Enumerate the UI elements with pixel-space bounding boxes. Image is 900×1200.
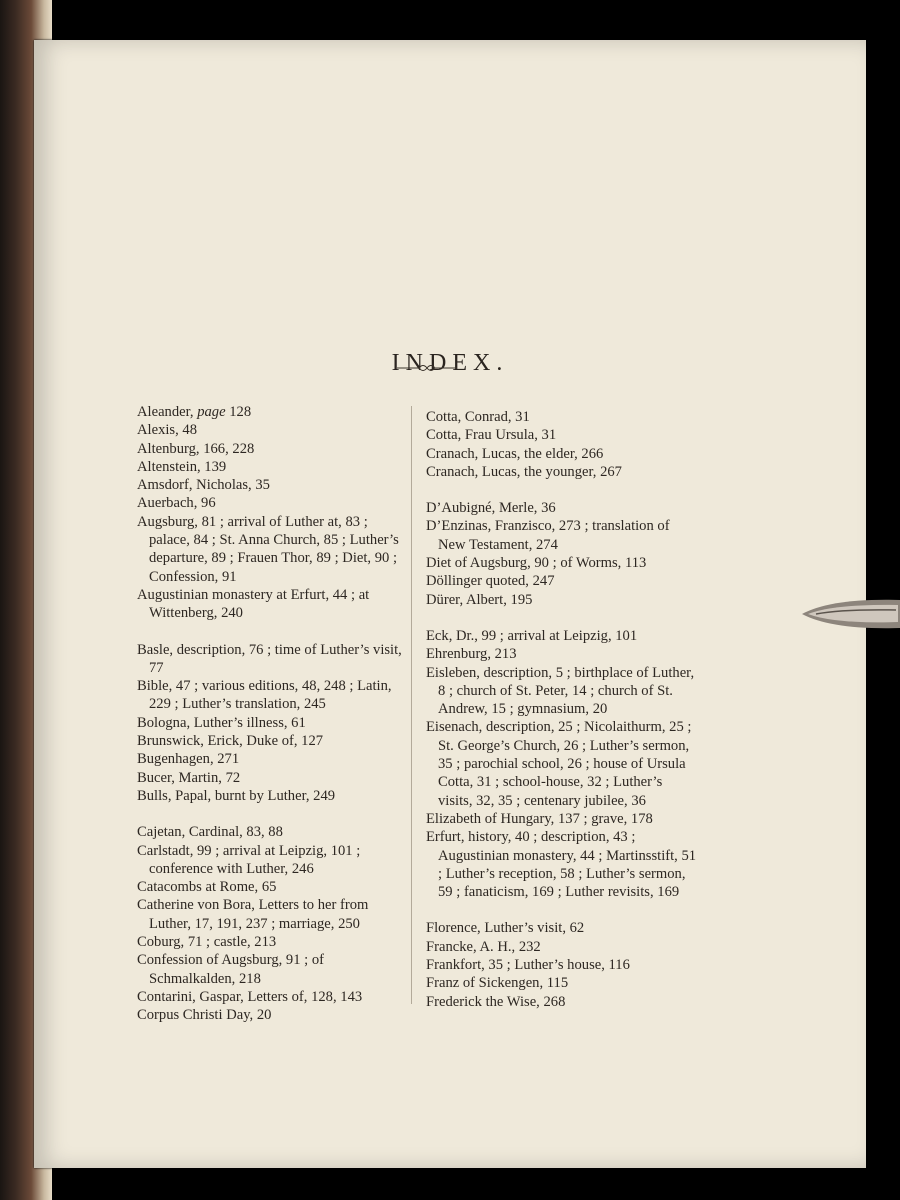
index-entry: Bible, 47 ; various editions, 48, 248 ; Latin, 229 ; Luther’s translation, 245 xyxy=(137,678,392,713)
index-entry: Basle, description, 76 ; time of Luther’s visit, 77 xyxy=(137,641,402,676)
index-entry: Diet of Augsburg, 90 ; of Worms, 113 xyxy=(426,555,647,572)
index-entry: Augustinian monastery at Erfurt, 44 ; at Wittenberg, 240 xyxy=(137,586,370,622)
index-entry: Augsburg, 81 ; arrival of Luther at, 83 ; palace, 84 ; St. Anna Church, 85 ; Luther’s departure, 89 ; Frauen Thor, 89 ; Diet, 90 ; Confession, 91 xyxy=(137,513,399,585)
index-entry: Cranach, Lucas, the elder, 266 xyxy=(426,445,604,462)
index-section-gap xyxy=(426,481,698,499)
index-entry: Frankfort, 35 ; Luther’s house, 116 xyxy=(426,957,630,974)
index-entry-text: 128 xyxy=(225,404,252,420)
index-entry: Carlstadt, 99 ; arrival at Leipzig, 101 ; conference with Luther, 246 xyxy=(137,842,361,877)
index-entry: Catherine von Bora, Letters to her from Luther, 17, 191, 237 ; marriage, 250 xyxy=(137,897,369,932)
index-entry: Contarini, Gaspar, Letters of, 128, 143 xyxy=(137,988,363,1005)
metal-bookmark-icon xyxy=(802,592,900,636)
index-entry: D’Aubigné, Merle, 36 xyxy=(426,500,556,517)
index-entry: Amsdorf, Nicholas, 35 xyxy=(137,477,270,494)
index-entry: Eisenach, description, 25 ; Nicolaithurm, 25 ; St. George’s Church, 26 ; Luther’s sermon, 35 ; parochial school, 26 ; house of Ursula Cotta, 31 ; school-house, 32 ; Luther’s visits, 32, 35 ; centenary jubilee, 36 xyxy=(426,719,692,809)
index-page xyxy=(34,40,866,1168)
index-column-left xyxy=(137,403,411,1025)
page-label-italic: page xyxy=(197,404,226,420)
index-column-right xyxy=(426,408,698,1011)
index-entry: Brunswick, Erick, Duke of, 127 xyxy=(137,733,324,750)
index-entry: Eck, Dr., 99 ; arrival at Leipzig, 101 xyxy=(426,627,638,644)
index-entry: Erfurt, history, 40 ; description, 43 ; Augustinian monastery, 44 ; Martinsstift, 51 ; Luther’s reception, 58 ; Luther’s sermon, 59 ; fanaticism, 169 ; Luther revisits, 169 xyxy=(426,829,697,901)
index-entry: Francke, A. H., 232 xyxy=(426,938,541,955)
index-entry: Corpus Christi Day, 20 xyxy=(137,1007,272,1024)
index-section-gap xyxy=(137,623,411,641)
index-entry: Catacombs at Rome, 65 xyxy=(137,879,277,896)
index-entry: Auerbach, 96 xyxy=(137,495,216,512)
index-entry xyxy=(137,403,411,421)
index-entry: Bologna, Luther’s illness, 61 xyxy=(137,714,306,731)
index-entry: Döllinger quoted, 247 xyxy=(426,573,555,590)
index-entry: Altenstein, 139 xyxy=(137,458,227,475)
index-entry: Bucer, Martin, 72 xyxy=(137,769,241,786)
index-entry: Cranach, Lucas, the younger, 267 xyxy=(426,463,622,480)
index-entry-text: Aleander, xyxy=(137,404,198,420)
ornament-divider-icon xyxy=(397,362,457,374)
index-section-gap xyxy=(137,805,411,823)
index-entry: Confession of Augsburg, 91 ; of Schmalkalden, 218 xyxy=(137,952,325,987)
page-title: INDEX. xyxy=(391,350,509,376)
index-entry: Cajetan, Cardinal, 83, 88 xyxy=(137,824,283,841)
index-entry: Franz of Sickengen, 115 xyxy=(426,975,569,992)
index-entry: Coburg, 71 ; castle, 213 xyxy=(137,934,277,951)
index-entry: Florence, Luther’s visit, 62 xyxy=(426,920,585,937)
index-entry: Eisleben, description, 5 ; birthplace of Luther, 8 ; church of St. Peter, 14 ; church of St. Andrew, 15 ; gymnasium, 20 xyxy=(426,664,695,718)
index-entry: D’Enzinas, Franzisco, 273 ; translation of New Testament, 274 xyxy=(426,518,670,553)
index-entry: Elizabeth of Hungary, 137 ; grave, 178 xyxy=(426,810,653,827)
index-entry: Cotta, Frau Ursula, 31 xyxy=(426,427,557,444)
column-divider xyxy=(411,406,412,1004)
index-entry: Cotta, Conrad, 31 xyxy=(426,409,530,425)
index-entry: Bulls, Papal, burnt by Luther, 249 xyxy=(137,787,336,804)
index-section-gap xyxy=(426,609,698,627)
index-section-gap xyxy=(426,901,698,919)
index-entry: Dürer, Albert, 195 xyxy=(426,591,533,608)
index-entry: Altenburg, 166, 228 xyxy=(137,440,255,457)
index-entry: Alexis, 48 xyxy=(137,422,197,439)
index-entry: Ehrenburg, 213 xyxy=(426,646,517,663)
index-entry: Bugenhagen, 271 xyxy=(137,751,240,768)
index-entry: Frederick the Wise, 268 xyxy=(426,993,566,1010)
